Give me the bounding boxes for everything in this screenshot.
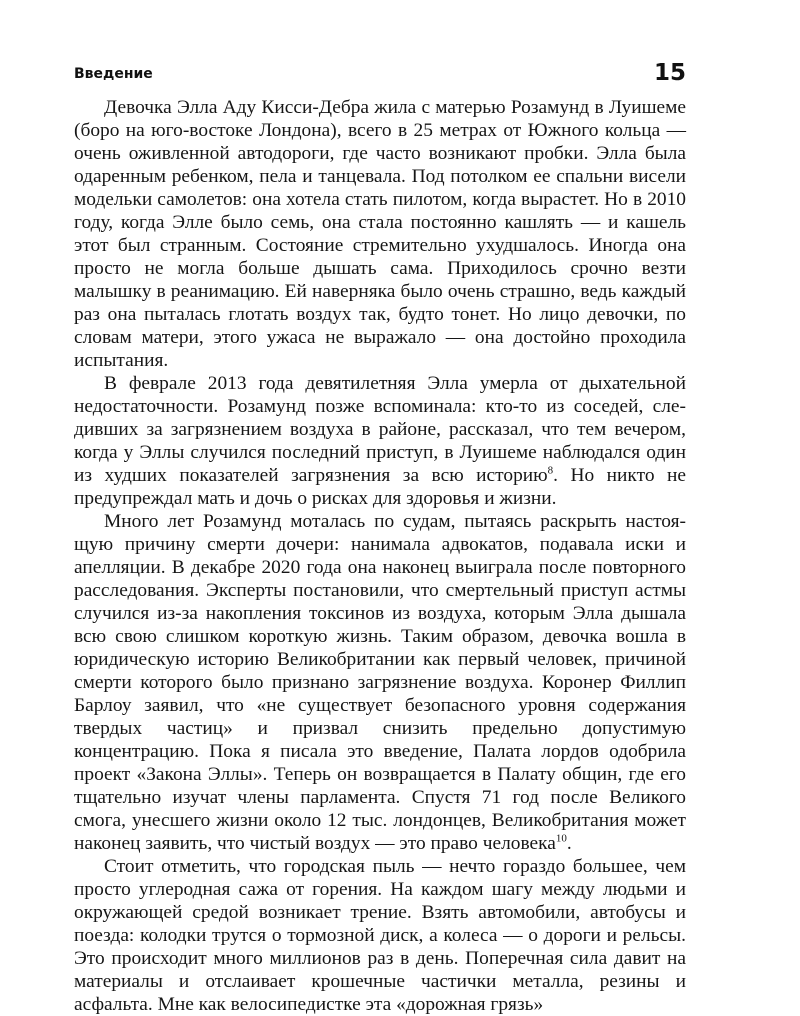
paragraph-4: [74, 855, 686, 1016]
paragraph-2-text: В феврале 2013 года девятилетняя Элла умерла от дыхательной недостаточности. Розамунд позже вспоминала: кто-то из соседей, следивших за загрязнением воздуха в районе, рассказал, что тем вечером, когда у Эллы случился последний приступ, в Луишеме наблюдался один из худших показателей загрязнения за всю историю: [74, 373, 686, 486]
paragraph-2: [74, 372, 686, 510]
footnote-ref-8: 8: [547, 464, 554, 477]
paragraph-2-tail: . Но никто не предупреждал мать и дочь о рисках для здоровья и жизни.: [74, 465, 686, 509]
paragraph-4-text: Стоит отметить, что городская пыль — нечто гораздо большее, чем просто углеродная сажа от горения. На каждом шагу между людьми и окружающей средой возникает трение. Взять автомобили, автобусы и поезда: колодки трутся о тормозной диск, а колеса — о дороги и рельсы. Это происходит много миллионов раз в день. Поперечная сила давит на материалы и отслаивает крошечные частички металла, резины и асфальта. Мне как велосипедистке эта «дорожная грязь»: [74, 856, 686, 1015]
page-header: [74, 62, 686, 92]
body-text: [74, 96, 686, 1016]
running-head: Введение: [74, 66, 153, 82]
paragraph-1-text: Девочка Элла Аду Кисси-Дебра жила с матерью Розамунд в Луишеме (боро на юго-востоке Лондона), всего в 25 метрах от Южного кольца — очень оживленной автодороги, где часто возникают пробки. Элла была одаренным ребенком, пела и танцевала. Под потолком ее спальни висели модельки самолетов: она хотела стать пилотом, когда вырастет. Но в 2010 году, когда Элле было семь, она стала постоянно кашлять — и кашель этот был странным. Состояние стремительно ухудшалось. Иногда она просто не могла больше дышать сама. Приходилось срочно везти малышку в реанимацию. Ей наверняка было очень страшно, ведь каждый раз она пыталась глотать воздух так, будто тонет. Но лицо девочки, по словам матери, этого ужаса не выражало — она достойно проходила испытания.: [74, 97, 686, 371]
paragraph-1: [74, 96, 686, 372]
page-number: 15: [653, 60, 686, 86]
paragraph-3-tail: .: [566, 833, 572, 854]
footnote-ref-10: 10: [555, 832, 567, 845]
paragraph-3-text: Много лет Розамунд моталась по судам, пытаясь раскрыть настоящую причину смерти дочери: нанимала адвокатов, подавала иски и апелляции. В декабре 2020 года она наконец выиграла после повторного расследования. Эксперты постановили, что смертельный приступ астмы случился из-за накопления токсинов из воздуха, которым Элла дышала всю свою слишком короткую жизнь. Таким образом, девочка вошла в юридическую историю Великобритании как первый человек, причиной смерти которого было признано загрязнение воздуха. Коронер Филлип Барлоу заявил, что «не существует безопасного уровня содержания твердых частиц» и призвал снизить предельно допустимую концентрацию. Пока я писала это введение, Палата лордов одобрила проект «Закона Эллы». Теперь он возвращается в Палату общин, где его тщательно изучат члены парламента. Спустя 71 год после Великого смога, унесшего жизни около 12 тыс. лондонцев, Великобритания может наконец заявить, что чистый воздух — это право человека: [74, 511, 686, 854]
paragraph-3: [74, 510, 686, 855]
